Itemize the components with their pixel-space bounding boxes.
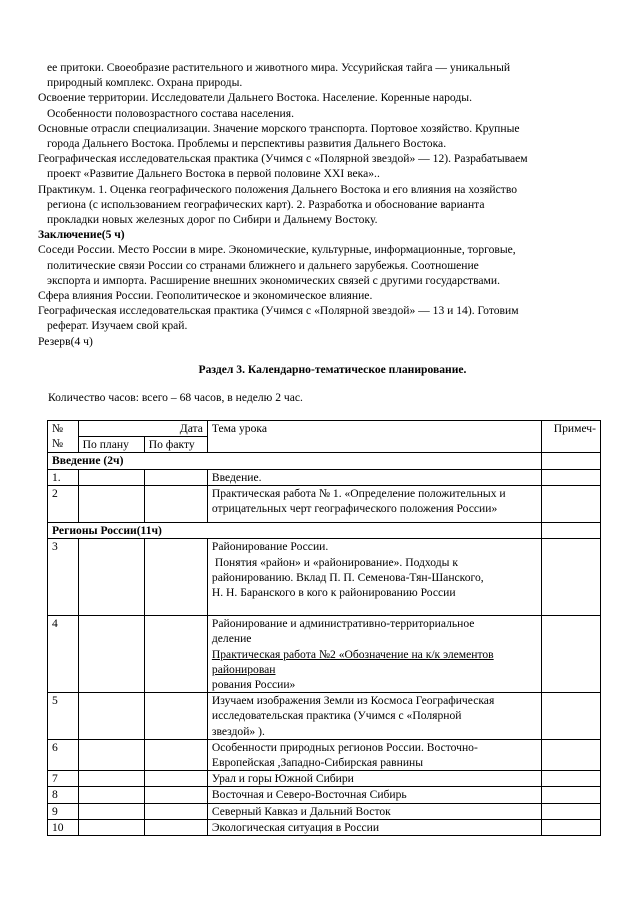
header-date: Дата (78, 421, 207, 437)
plan-date-cell (78, 819, 144, 835)
plan-date-cell (78, 469, 144, 485)
group-row-intro (48, 453, 601, 469)
topic-line: Понятия «район» и «районирование». Подходы к (214, 555, 458, 569)
note-cell (542, 819, 601, 835)
topic-line: исследовательская практика (Учимся с «Полярной (211, 709, 462, 723)
row-number: 2 (48, 485, 79, 522)
row-number: 5 (48, 693, 79, 740)
topic-cell: Северный Кавказ и Дальний Восток (207, 803, 541, 819)
topic-cell: Экологическая ситуация в России (207, 819, 541, 835)
text-line: региона (с использованием географических карт). 2. Разработка и обоснование варианта (47, 197, 485, 211)
fact-date-cell (144, 539, 207, 616)
text-line: экспорта и импорта. Расширение внешних экономических связей с другими государствами. (47, 273, 500, 287)
row-number: 4 (48, 616, 79, 693)
header-number: №№ (48, 421, 79, 453)
paragraph-workshop (38, 182, 587, 228)
text-line: ее притоки. Своеобразие растительного и животного мира. Уссурийская тайга — уникальный (47, 61, 511, 74)
topic-line: деление (211, 632, 252, 646)
table-row (48, 469, 601, 485)
group-row-regions (48, 523, 601, 539)
table-row (48, 771, 601, 787)
table-row (48, 819, 601, 835)
table-row (48, 739, 601, 770)
group-label: Введение (2ч) (48, 453, 542, 469)
paragraph-practice-12 (38, 151, 587, 181)
topic-cell (207, 739, 541, 770)
topic-cell (207, 485, 541, 522)
fact-date-cell (144, 771, 207, 787)
row-number: 10 (48, 819, 79, 835)
text-line: Освоение территории. Исследователи Дальнего Востока. Население. Коренные народы. (38, 91, 472, 105)
paragraph-economy (38, 121, 587, 151)
topic-line: Практическая работа №2 «Обозначение на к/к элементов (211, 647, 494, 661)
note-cell (542, 787, 601, 803)
lesson-plan-table (47, 420, 601, 836)
topic-line: Европейская ,Западно-Сибирская равнины (211, 756, 424, 770)
reserve-hours: Резерв(4 ч) (38, 334, 93, 348)
note-cell (542, 739, 601, 770)
plan-date-cell (78, 739, 144, 770)
topic-line: рования России» (211, 678, 296, 692)
table-row (48, 616, 601, 693)
plan-date-cell (78, 485, 144, 522)
text-line: Особенности половозрастного состава населения. (47, 106, 294, 120)
note-cell (542, 616, 601, 693)
plan-date-cell (78, 803, 144, 819)
paragraph-settlement (38, 90, 587, 120)
page-body (38, 60, 587, 414)
text-line: проект «Развитие Дальнего Востока в первой половине XXI века».. (47, 167, 380, 181)
plan-date-cell (78, 616, 144, 693)
text-line: города Дальнего Востока. Проблемы и перспективы развития Дальнего Востока. (47, 137, 447, 151)
fact-date-cell (144, 616, 207, 693)
section-title: Раздел 3. Календарно-тематическое планирование. (198, 362, 467, 376)
paragraph-influence: Сфера влияния России. Геополитическое и экономическое влияние. (38, 289, 373, 303)
header-topic: Тема урока (207, 421, 541, 453)
topic-line: районирован (211, 662, 276, 676)
text-line: Основные отрасли специализации. Значение морского транспорта. Портовое хозяйство. Крупные (38, 121, 520, 135)
text-line: прокладки новых железных дорог по Сибири и Дальнему Востоку. (47, 213, 378, 227)
note-cell (542, 523, 601, 539)
text-line: Соседи России. Место России в мире. Экономические, культурные, информационные, торговые, (38, 243, 516, 257)
row-number: 8 (48, 787, 79, 803)
row-number: 9 (48, 803, 79, 819)
table-header-row (48, 421, 601, 437)
header-plan: По плану (78, 437, 144, 453)
topic-cell: Урал и горы Южной Сибири (207, 771, 541, 787)
row-number: 7 (48, 771, 79, 787)
table-row (48, 803, 601, 819)
paragraph-practice-13-14 (38, 303, 587, 333)
note-cell (542, 453, 601, 469)
fact-date-cell (144, 469, 207, 485)
hours-summary: Количество часов: всего – 68 часов, в неделю 2 час. (48, 391, 303, 405)
topic-line: звездой» ). (211, 724, 265, 738)
topic-line: отрицательных черт географического положения России» (211, 502, 498, 516)
plan-date-cell (78, 787, 144, 803)
plan-date-cell (78, 693, 144, 740)
row-number: 3 (48, 539, 79, 616)
table-row (48, 693, 601, 740)
topic-cell: Восточная и Северо-Восточная Сибирь (207, 787, 541, 803)
text-line: Географическая исследовательская практика (Учимся с «Полярной звездой» — 13 и 14). Готовим (38, 304, 519, 318)
text-line: реферат. Изучаем свой край. (47, 319, 188, 333)
topic-cell (207, 693, 541, 740)
note-cell (542, 771, 601, 787)
topic-cell (207, 539, 541, 616)
text-line: природный комплекс. Охрана природы. (47, 76, 243, 90)
conclusion-heading: Заключение(5 ч) (38, 228, 125, 242)
fact-date-cell (144, 803, 207, 819)
note-cell (542, 803, 601, 819)
fact-date-cell (144, 787, 207, 803)
plan-date-cell (78, 771, 144, 787)
table-row (48, 485, 601, 522)
note-cell (542, 539, 601, 616)
text-line: Практикум. 1. Оценка географического положения Дальнего Востока и его влияния на хозяйство (38, 182, 518, 196)
fact-date-cell (144, 693, 207, 740)
topic-line: Изучаем изображения Земли из Космоса Географическая (211, 694, 495, 708)
row-number: 1. (48, 469, 79, 485)
note-cell (542, 485, 601, 522)
header-fact: По факту (144, 437, 207, 453)
text-line: Географическая исследовательская практика (Учимся с «Полярной звездой» — 12). Разрабатываем (38, 152, 528, 166)
topic-line: Н. Н. Баранского в кого к районированию России (211, 586, 456, 600)
note-cell (542, 469, 601, 485)
group-label: Регионы России(11ч) (48, 523, 542, 539)
topic-line: Практическая работа № 1. «Определение положительных и (211, 486, 506, 500)
table-row (48, 539, 601, 616)
topic-cell: Введение. (207, 469, 541, 485)
topic-cell (207, 616, 541, 693)
fact-date-cell (144, 739, 207, 770)
note-cell (542, 693, 601, 740)
text-line: политические связи России со странами ближнего и дальнего зарубежья. Соотношение (47, 258, 479, 272)
header-note: Примеч- (542, 421, 601, 453)
table-row (48, 787, 601, 803)
topic-line: Районирование и административно-территориальное (211, 617, 475, 631)
paragraph-nature (38, 60, 587, 90)
plan-date-cell (78, 539, 144, 616)
topic-line: Особенности природных регионов России. Восточно- (211, 740, 478, 754)
fact-date-cell (144, 819, 207, 835)
topic-line: Районирование России. (211, 540, 329, 554)
topic-line: районированию. Вклад П. П. Семенова-Тян-Шанского, (211, 570, 484, 584)
row-number: 6 (48, 739, 79, 770)
paragraph-neighbors (38, 242, 587, 288)
fact-date-cell (144, 485, 207, 522)
